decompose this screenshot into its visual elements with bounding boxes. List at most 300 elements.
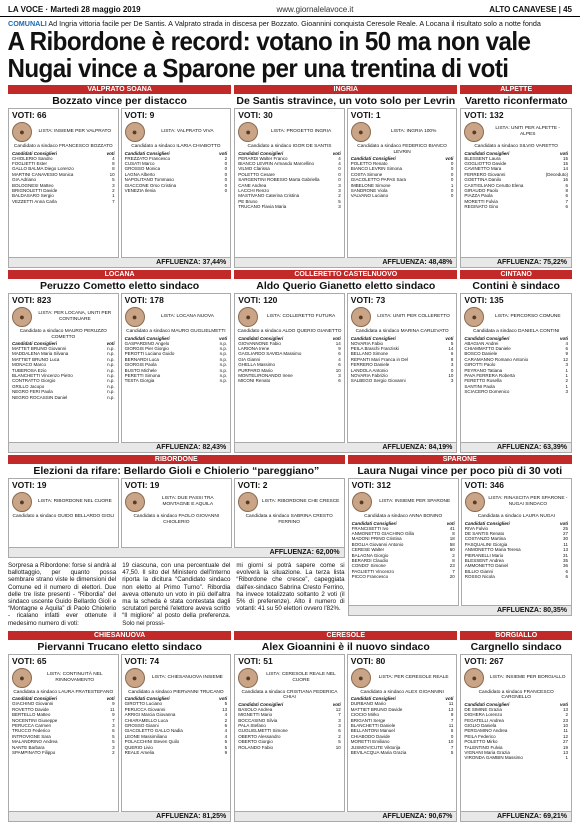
council-name: BALDASARO Sergio bbox=[12, 193, 54, 199]
candidate-header bbox=[461, 666, 571, 690]
council-name: BLANCHETTI Daniele bbox=[350, 722, 396, 728]
council-votes: 8 bbox=[565, 187, 568, 193]
vote-count: VOTI: 73 bbox=[348, 294, 457, 305]
council-name: ABAGIAN Andrei bbox=[464, 340, 499, 346]
council-votes: 8 bbox=[452, 530, 455, 536]
council-name: REPANTI Mari Franca in Del bbox=[350, 356, 408, 362]
council-votes: 15 bbox=[562, 160, 568, 166]
turnout: AFFLUENZA: 81,25% bbox=[8, 812, 231, 822]
council-name: POLETTO Cesare bbox=[238, 171, 275, 177]
council-name: BLESSENT Laura bbox=[464, 155, 501, 161]
council-name: MICONI Renato bbox=[238, 378, 271, 384]
council-votes: n.p. bbox=[107, 394, 115, 400]
council-votes: 9 bbox=[565, 351, 568, 357]
vote-count: VOTI: 267 bbox=[461, 655, 571, 666]
council-votes: n.p. bbox=[107, 356, 115, 362]
council-votes: n.p. bbox=[219, 372, 228, 378]
council-name: MADONI PRINO Cristina bbox=[351, 536, 402, 542]
council-name: TALENTINO Fulvia bbox=[464, 744, 503, 750]
council-name: MONTELIRONANDO Irene bbox=[238, 372, 293, 378]
list-name: LISTA: RIBORDONE CHE CRESCE bbox=[261, 499, 340, 504]
council-votes: 6 bbox=[338, 378, 341, 384]
council-name: BOGLIA Giovanni Antonio bbox=[351, 541, 404, 547]
candidate-name: Candidata a sindaco LAURA FRATESTEFANO bbox=[13, 689, 114, 695]
section-cintano bbox=[460, 270, 572, 453]
council-name: PASQUALINI Giorgia bbox=[464, 541, 508, 547]
council-votes: 10 bbox=[109, 171, 115, 177]
list-name: LISTA: PER CERESOLE REALE bbox=[378, 674, 449, 680]
council-votes: 7 bbox=[450, 717, 454, 723]
candidate-header bbox=[9, 305, 118, 329]
section-title: Elezioni da rifare: Bellardo Gioli e Chiolerio “pareggiano” bbox=[33, 465, 320, 477]
council-name: OBERTO Alessandro bbox=[238, 733, 281, 739]
council-name: MALANDRINO Andrea bbox=[12, 739, 58, 745]
council-name: CARAMANNO Romano Antonio bbox=[464, 356, 529, 362]
council-votes: 13 bbox=[562, 750, 568, 756]
council-votes: 5 bbox=[450, 728, 454, 734]
council-header: Candidati Consiglieri voti bbox=[12, 696, 115, 702]
council-name: CANE Andrea bbox=[238, 182, 267, 188]
council-name: BEVILACQUA Maria Grazia bbox=[350, 749, 407, 755]
council-name: PEILA Federico bbox=[464, 733, 496, 739]
candidate-photo: ● bbox=[464, 122, 484, 142]
council-votes: 12 bbox=[562, 733, 568, 739]
candidate-photo: ● bbox=[125, 307, 145, 327]
vote-count: VOTI: 65 bbox=[9, 655, 118, 666]
council-row bbox=[238, 745, 341, 750]
council-name: GIORGIS Pier Giorgio bbox=[124, 345, 169, 351]
vote-count: VOTI: 51 bbox=[235, 655, 344, 666]
council-name: CONTRATTO Giorgio bbox=[12, 378, 56, 384]
row-2 bbox=[0, 270, 580, 453]
council-name: GIOVANNONE Fabio bbox=[238, 340, 281, 346]
council-votes: 0 bbox=[338, 166, 341, 172]
council-name: REALE Amelia bbox=[124, 749, 155, 755]
council-name: GROSSO Gianni bbox=[124, 722, 159, 728]
article-column: 19 ciascuna, con una percentuale del 47,50. Il sito del Ministero dell'Interno riporta la dicitura “Candidato sindaco non eletto al Primo Turno”. Ribordia aveva ottenuto un voto in più dell'altra ma la scheda è stata contestata dagli scrutatori perché l'elettore aveva scritto “Il migliore” al posto della preferenza. Solo nei prossi- bbox=[122, 562, 231, 627]
council-name: MONACO Marco bbox=[12, 362, 47, 368]
council-name: NOVARIA Fabio bbox=[350, 340, 383, 346]
council-votes: 6 bbox=[338, 362, 341, 368]
council-votes: 27 bbox=[562, 739, 568, 745]
council-votes: 6 bbox=[112, 728, 115, 734]
council-header: Candidati Consiglieri voti bbox=[350, 156, 454, 161]
candidate-header bbox=[235, 120, 344, 144]
candidate-card bbox=[460, 108, 572, 258]
council-name: CHIAMMATTO Daniele bbox=[464, 345, 511, 351]
council-name: BUSTO Michele bbox=[124, 367, 157, 373]
council-list bbox=[122, 341, 231, 386]
council-name: LARIONA Irene bbox=[238, 345, 270, 351]
council-header: Candidati Consiglieri voti bbox=[464, 701, 568, 707]
council-votes: 2 bbox=[112, 187, 115, 193]
council-votes: 4 bbox=[338, 155, 341, 161]
council-name: BOCCASINO Silvia bbox=[238, 717, 278, 723]
candidates bbox=[8, 108, 231, 258]
council-votes: 6 bbox=[338, 351, 341, 357]
council-name: BILLIO Gianni bbox=[464, 568, 494, 574]
council-name: GIACHINO Giovanni bbox=[12, 701, 54, 707]
council-name: CONDO' Simone bbox=[351, 563, 386, 569]
council-name: AMMONETTO Daniel bbox=[464, 563, 508, 569]
candidate-name: Candidata a sindaco ANNA BONINO bbox=[364, 514, 443, 519]
council-votes: 11 bbox=[448, 722, 454, 728]
vote-count: VOTI: 120 bbox=[235, 294, 344, 305]
council-name: VIRONDA GAMBIN Massimo bbox=[464, 755, 523, 761]
council-name: VENEZIA Ilenia bbox=[124, 187, 156, 193]
council-row bbox=[238, 204, 341, 209]
candidate-photo: ● bbox=[464, 307, 484, 327]
candidates bbox=[8, 654, 231, 812]
vote-count: VOTI: 346 bbox=[462, 479, 571, 490]
candidates bbox=[234, 654, 457, 812]
turnout: AFFLUENZA: 63,39% bbox=[460, 443, 572, 453]
council-name: VILMO Clarissa bbox=[238, 166, 270, 172]
council-name: BOSCO Daniele bbox=[464, 351, 498, 357]
section-valprato-soana bbox=[8, 85, 231, 268]
council-name: GALLO BALMA Diego Lorenzo bbox=[12, 166, 74, 172]
council-votes: 0 bbox=[450, 161, 454, 166]
council-votes: 3 bbox=[338, 204, 341, 210]
council-votes: 1 bbox=[565, 372, 568, 378]
council-name: ANMONETTO GIACHINO Gilla bbox=[351, 530, 415, 536]
candidate-name: Candidato a sindaco MAURO PERUZZO COMETTO bbox=[19, 329, 107, 340]
candidate-name: Candidata a sindaco MARINA CARLEVATO bbox=[355, 329, 449, 334]
list-name: LISTA: RIBORDONE NEL CUORE bbox=[38, 499, 112, 504]
council-name: SANDRONE Viola bbox=[350, 188, 388, 194]
council-name: BERTELLO Matteo bbox=[12, 712, 51, 718]
list-name: LISTA: RINASCITA PER SPARONE - NUGAI SINDACO bbox=[488, 496, 568, 507]
council-votes: 10 bbox=[335, 744, 341, 750]
council-name: GHELLA Massimo bbox=[238, 362, 275, 368]
list-name: LISTA: PROGETTO INGRIA bbox=[270, 129, 332, 134]
council-votes: 9 bbox=[112, 712, 115, 718]
council-list bbox=[235, 707, 344, 752]
candidate-header bbox=[122, 666, 231, 690]
candidate-photo: ● bbox=[351, 668, 371, 688]
council-name: FERRERO Giovanni bbox=[464, 171, 506, 177]
council-name: GIA Adriano bbox=[12, 177, 37, 183]
council-votes: 3 bbox=[112, 744, 115, 750]
council-votes: 6 bbox=[565, 345, 568, 351]
council-name: GROSSO Monica bbox=[124, 166, 161, 172]
council-votes: 23 bbox=[562, 717, 568, 723]
candidate-header bbox=[235, 490, 344, 514]
candidate-name: Candidato a sindaco PAOLO GIOVANNI CHIOLERIO bbox=[133, 514, 220, 525]
turnout: AFFLUENZA: 90,67% bbox=[234, 812, 457, 822]
candidate-name: Candidato a sindaco SILVIO VARETTO bbox=[474, 144, 559, 149]
council-list bbox=[122, 156, 231, 196]
candidate-card bbox=[234, 293, 345, 443]
candidate-photo: ● bbox=[351, 122, 371, 142]
council-votes: n.p. bbox=[107, 389, 115, 395]
candidate-name: Candidato a sindaco MAURO GUGLIELMETTI bbox=[126, 329, 226, 334]
council-name: BASOLO Andrea bbox=[238, 706, 273, 712]
headline-2: Nugai vince a Sparone per una trentina di voti bbox=[7, 53, 509, 83]
candidate-card bbox=[348, 478, 459, 606]
council-name: ROVETTO Davide bbox=[12, 706, 49, 712]
council-votes: 6 bbox=[565, 568, 568, 574]
council-name: ROLANDO Fabio bbox=[238, 744, 273, 750]
council-votes: 0 bbox=[224, 182, 228, 188]
council-name: CHIARAMELLO Luca bbox=[124, 717, 168, 723]
council-name: GOETTINA Danilo bbox=[464, 177, 502, 183]
council-votes: n.p. bbox=[219, 351, 228, 357]
candidates bbox=[460, 654, 572, 812]
council-votes: 4 bbox=[112, 155, 115, 161]
candidate-header bbox=[122, 490, 231, 514]
council-name: PE Bruno bbox=[238, 198, 258, 204]
council-name: FERRERO Daniele bbox=[350, 362, 390, 368]
council-list bbox=[235, 156, 344, 212]
candidate-header bbox=[122, 305, 231, 329]
council-votes: n.p. bbox=[107, 373, 115, 379]
council-votes: 2 bbox=[224, 717, 228, 723]
council-name: MATTET BRUNO Giovanni bbox=[12, 346, 67, 351]
candidate-photo: ● bbox=[125, 668, 145, 688]
council-votes: 2 bbox=[452, 552, 455, 558]
council-votes: 3 bbox=[112, 722, 115, 728]
council-header: Candidati Consiglieri voti bbox=[238, 150, 341, 156]
council-votes: 6 bbox=[565, 574, 568, 580]
council-name: MATTIET BRUNO Luca bbox=[12, 356, 60, 362]
council-name: MASTIVANO Caterina Cristina bbox=[238, 193, 300, 199]
council-votes: 8 bbox=[112, 160, 115, 166]
section-band: SPARONE bbox=[348, 455, 572, 464]
vote-count: VOTI: 1 bbox=[348, 109, 457, 120]
council-list bbox=[461, 156, 571, 212]
council-votes: 11 bbox=[563, 728, 568, 734]
council-name: FREZZATO Francesco bbox=[124, 155, 171, 161]
council-votes: 15 bbox=[562, 155, 568, 161]
vote-count: VOTI: 823 bbox=[9, 294, 118, 305]
council-name: DE SIMINE Grazia bbox=[464, 706, 502, 712]
council-votes: 2 bbox=[338, 733, 341, 739]
list-name: LISTA: COLLERETTO FUTURA bbox=[266, 314, 336, 319]
council-votes: 3 bbox=[565, 389, 568, 395]
council-header: Candidati Consiglieri voti bbox=[12, 341, 115, 346]
candidate-photo: ● bbox=[238, 122, 258, 142]
council-name: RIVA Fulvio bbox=[464, 525, 488, 531]
section-band: ALPETTE bbox=[460, 85, 572, 94]
council-name: PERETTI Simona bbox=[124, 372, 161, 378]
candidates bbox=[348, 478, 572, 606]
council-votes: 9 bbox=[112, 701, 115, 707]
turnout: AFFLUENZA: 69,21% bbox=[460, 812, 572, 822]
candidate-name: Candidata a sindaco DANIELA CONTINI bbox=[472, 329, 560, 334]
council-votes: 0 bbox=[338, 177, 341, 183]
council-votes: 5 bbox=[450, 749, 454, 755]
council-name: GIACCONE Orso Cristina bbox=[124, 182, 177, 188]
council-votes: 8 bbox=[452, 557, 455, 563]
council-name: GRILLO Jacopo bbox=[12, 383, 45, 389]
council-votes: 7 bbox=[338, 712, 341, 718]
section-band: RIBORDONE bbox=[8, 455, 345, 464]
council-votes: 4 bbox=[338, 160, 341, 166]
candidate-header bbox=[122, 120, 231, 144]
council-list bbox=[348, 701, 457, 757]
council-name: DURBANO Mario bbox=[350, 701, 386, 707]
council-name: PALA Stefano bbox=[238, 723, 266, 729]
turnout: AFFLUENZA: 48,48% bbox=[234, 258, 457, 268]
council-name: GIGLIO Daniela bbox=[464, 723, 497, 729]
list-name: LISTA: CERESOLE REALE NEL CUORE bbox=[266, 671, 336, 683]
council-votes: 10 bbox=[448, 372, 454, 378]
council-votes: 19 bbox=[562, 744, 568, 750]
candidate-header bbox=[462, 490, 571, 514]
kicker-text: Ad Ingria vittoria facile per De Santis. A Valprato strada in discesa per Bozzato. Gioannini conquista Ceresole Reale. A Locana il risultato solo a notte fonda bbox=[46, 19, 541, 28]
council-votes: n.p. bbox=[107, 378, 115, 384]
council-votes: n.p. bbox=[219, 367, 228, 373]
council-header: Candidati Consiglieri voti bbox=[464, 150, 568, 156]
council-votes: 14 bbox=[335, 340, 341, 346]
section-title: Laura Nugai vince per poco più di 30 voti bbox=[357, 465, 563, 477]
council-name: GIROTTO Luciano bbox=[124, 701, 163, 707]
council-name: MATTIET BRUNO Davide bbox=[350, 706, 403, 712]
council-votes: 27 bbox=[562, 530, 568, 536]
section-title: Aldo Querio Gianetto eletto sindaco bbox=[256, 280, 436, 292]
council-votes: 4 bbox=[224, 733, 228, 739]
candidate-card bbox=[121, 108, 232, 258]
list-name: LISTA: VALPRATO VIVA bbox=[161, 129, 214, 134]
candidate-header bbox=[349, 490, 458, 514]
council-votes: 0 bbox=[224, 177, 228, 183]
council-name: BIANCO LEVRIN Simona bbox=[350, 166, 403, 172]
council-votes: 12 bbox=[335, 706, 341, 712]
council-name: TRUCANO Flavia Maria bbox=[238, 204, 287, 210]
council-votes: 5 bbox=[112, 739, 115, 745]
council-row bbox=[351, 750, 454, 755]
section-band: BORGIALLO bbox=[460, 631, 572, 640]
council-votes: 0 bbox=[450, 733, 454, 739]
candidate-photo: ● bbox=[464, 668, 484, 688]
council-votes: 4 bbox=[224, 728, 228, 734]
council-votes: 3 bbox=[565, 362, 568, 368]
council-votes: 1 bbox=[565, 367, 568, 373]
turnout: AFFLUENZA: 82,43% bbox=[8, 443, 231, 453]
council-votes: 10 bbox=[562, 723, 568, 729]
list-name: LISTA: CHIESANUOVA INSIEME bbox=[151, 674, 223, 680]
council-votes: 20 bbox=[449, 574, 455, 580]
council-votes: 0 bbox=[224, 160, 228, 166]
council-name: LAGNA Alberto bbox=[124, 171, 155, 177]
candidate-photo: ● bbox=[465, 492, 485, 512]
vote-count: VOTI: 30 bbox=[235, 109, 344, 120]
vote-count: VOTI: 66 bbox=[9, 109, 118, 120]
council-name: GOGLIOTTO Davide bbox=[464, 160, 507, 166]
header-left: LA VOCE · Martedì 28 maggio 2019 bbox=[8, 5, 141, 14]
council-name: NANTE Barbara bbox=[12, 744, 45, 750]
vote-count: VOTI: 135 bbox=[461, 294, 571, 305]
council-votes: 13 bbox=[562, 706, 568, 712]
candidate-name: Candidato a sindaco PIERVANNI TRUCANO bbox=[128, 689, 224, 695]
council-votes: 4 bbox=[338, 356, 341, 362]
council-votes: n.p. bbox=[219, 345, 228, 351]
header-url[interactable]: www.giornalelavoce.it bbox=[276, 5, 354, 14]
council-votes: 2 bbox=[565, 712, 568, 718]
council-votes: n.p. bbox=[107, 383, 115, 389]
section-alpette bbox=[460, 85, 572, 268]
council-list bbox=[9, 346, 118, 402]
council-name: PERARDI Walter Franco bbox=[238, 155, 288, 161]
list-name: LISTA: DUE PASSI TRA MONTAGNE E AQUILA bbox=[161, 496, 214, 507]
council-name: TESTA Giorgia bbox=[124, 378, 155, 384]
council-votes: 6 bbox=[565, 193, 568, 199]
candidate-card bbox=[347, 108, 458, 258]
section-band: LOCANA bbox=[8, 270, 231, 279]
council-row bbox=[351, 193, 454, 198]
council-votes: 3 bbox=[338, 372, 341, 378]
council-votes: 7 bbox=[112, 198, 115, 204]
header-section: ALTO CANAVESE | 45 bbox=[489, 5, 572, 14]
candidates bbox=[8, 293, 231, 443]
council-name: CHIABODO Davide bbox=[350, 733, 391, 739]
candidate-header bbox=[348, 120, 457, 144]
council-name: TRUCCO Federico bbox=[12, 728, 51, 734]
council-name: IMBELONE Simone bbox=[350, 182, 391, 188]
candidate-name: Candidato a sindaco ALDO QUERIO GIANETTO bbox=[237, 329, 342, 334]
council-name: NOCENTINI Giuseppe bbox=[12, 717, 58, 723]
council-list bbox=[461, 707, 571, 763]
candidate-card bbox=[234, 478, 345, 548]
council-name: GASPARDINO Angelo bbox=[124, 340, 170, 346]
council-header: Candidati Consiglieri voti bbox=[238, 701, 341, 707]
council-votes: 5 bbox=[338, 198, 341, 204]
council-votes: 1 bbox=[112, 193, 115, 199]
candidate-photo: ● bbox=[12, 668, 32, 688]
council-votes: 8 bbox=[450, 356, 454, 362]
council-list bbox=[9, 156, 118, 207]
council-name: ROSSO Nicola bbox=[464, 574, 495, 580]
section-title: Alex Gioannini è il nuovo sindaco bbox=[261, 640, 430, 653]
council-row bbox=[464, 755, 568, 760]
council-votes: n.p. bbox=[107, 362, 115, 368]
council-row bbox=[464, 389, 568, 394]
council-votes: 18 bbox=[449, 536, 455, 542]
council-row bbox=[125, 188, 228, 193]
candidate-name: Candidato a sindaco FRANCESCO BOZZATO bbox=[13, 144, 113, 149]
council-name: SCIACERO Domenico bbox=[464, 389, 510, 395]
council-votes: 0 bbox=[338, 171, 341, 177]
council-votes: 35 bbox=[562, 557, 568, 563]
council-votes: 9 bbox=[450, 712, 454, 718]
vote-count: VOTI: 178 bbox=[122, 294, 231, 305]
council-name: ANMONETTO Maria Teresa bbox=[464, 547, 521, 553]
council-name: DIGHERA Lorenzo bbox=[464, 712, 503, 718]
council-name: SALBEGO Sergio Giovanni bbox=[350, 378, 406, 384]
council-header: Candidati Consiglieri voti bbox=[124, 150, 228, 156]
council-votes: 3 bbox=[338, 187, 341, 193]
council-row bbox=[125, 750, 228, 755]
council-name: PEYRANO Tatiana bbox=[464, 367, 503, 373]
article-column: mi giorni si potrà sapere come si evolverà la situazione. La terza lista “Ribordone che cresce”, capeggiata dall'ex-sindaco Sabrina Cresto Ferrino, ha invece totalizzato soltanto 2 voti (il 5% di preferenze). Alto il numero di votanti: 41 su 50 elettori ovvero l'82%. bbox=[236, 562, 345, 613]
candidate-name: Candidato a sindaco FRANCESCO CARGNELLO bbox=[478, 689, 554, 701]
council-name: PIAZZA Paola bbox=[464, 193, 493, 199]
council-name: PAVA FERRERA Roberta bbox=[464, 372, 515, 378]
council-votes: 13 bbox=[562, 547, 568, 553]
row-3 bbox=[0, 455, 580, 629]
council-list bbox=[349, 526, 458, 582]
council-name: COSTA Simone bbox=[350, 171, 383, 177]
council-name: INTROVIGNE Sara bbox=[12, 733, 51, 739]
section-band: CHIESANUOVA bbox=[8, 631, 231, 640]
council-row bbox=[12, 395, 115, 400]
council-name: LACCHI Renzo bbox=[238, 187, 269, 193]
candidates bbox=[460, 293, 572, 443]
page-header bbox=[0, 3, 580, 17]
council-name: CERESE Walter bbox=[351, 547, 385, 553]
council-row bbox=[238, 378, 341, 383]
